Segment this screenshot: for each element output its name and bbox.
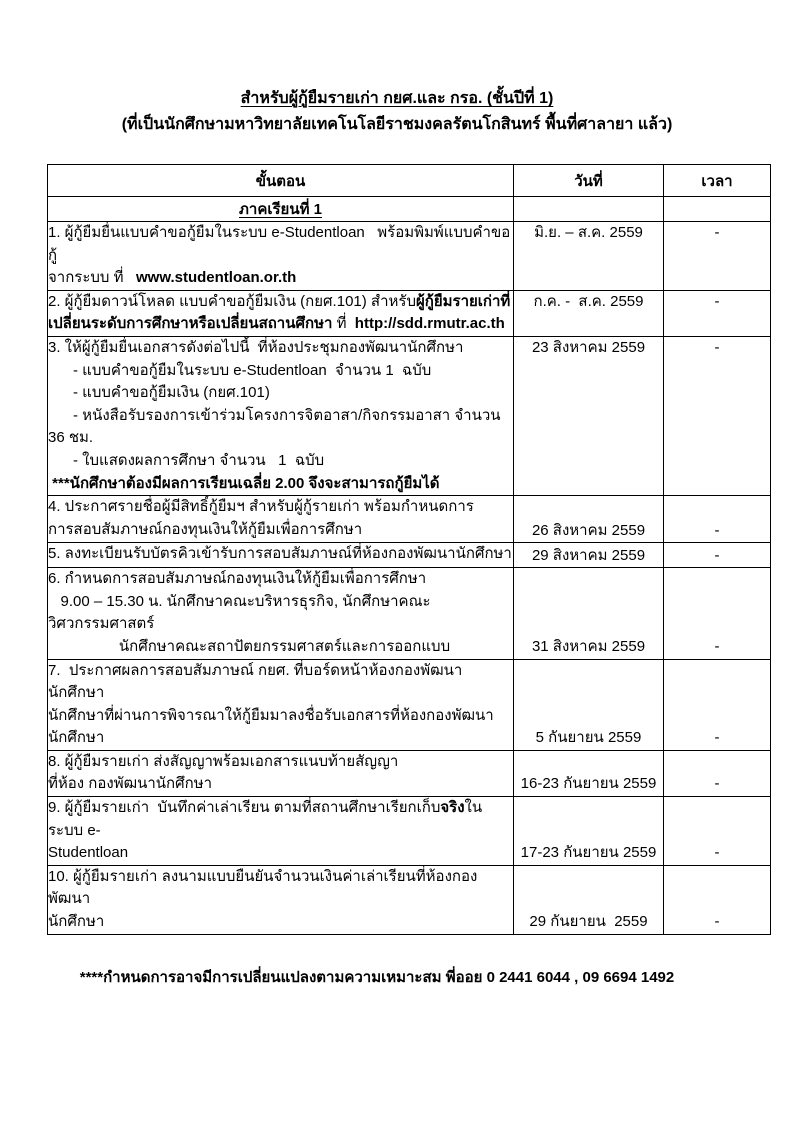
time-cell: -	[664, 797, 771, 866]
date-cell: มิ.ย. – ส.ค. 2559	[514, 222, 664, 291]
time-cell: -	[664, 543, 771, 568]
table-row	[48, 543, 771, 568]
step-line	[48, 382, 513, 405]
time-cell: -	[664, 659, 771, 750]
step-line	[48, 360, 513, 383]
step-line	[48, 705, 513, 750]
step-text: 9.00 – 15.30 น. นักศึกษาคณะบริหารธุรกิจ, นักศึกษาคณะวิศวกรรมศาสตร์	[48, 592, 431, 633]
step-line	[48, 911, 513, 934]
step-line	[48, 866, 513, 911]
title-line-1: สำหรับผู้กู้ยืมรายเก่า กยศ.และ กรอ. (ชั้นปีที่ 1)	[240, 90, 554, 107]
step-text: 1. ผู้กู้ยืมยื่นแบบคำขอกู้ยืมในระบบ e-Studentloan พร้อมพิมพ์แบบคำขอกู้	[48, 224, 511, 264]
step-cell	[48, 290, 514, 336]
step-text: 6. กำหนดการสอบสัมภาษณ์กองทุนเงินให้กู้ยืมเพื่อการศึกษา	[48, 570, 427, 588]
step-line	[48, 405, 513, 450]
table-row	[48, 568, 771, 659]
step-cell	[48, 543, 514, 568]
step-text: - แบบคำขอกู้ยืมในระบบ e-Studentloan จำนวน 1 ฉบับ	[48, 361, 432, 379]
step-text: นักศึกษา	[48, 913, 105, 931]
step-text: 3. ให้ผู้กู้ยืมยื่นเอกสารดังต่อไปนี้ ที่ห้องประชุมกองพัฒนานักศึกษา	[48, 338, 464, 356]
date-cell: 31 สิงหาคม 2559	[514, 568, 664, 659]
time-cell: -	[664, 865, 771, 934]
table-row	[48, 659, 771, 750]
step-text-bold: เปลี่ยนระดับการศึกษาหรือเปลี่ยนสถานศึกษา	[48, 315, 333, 333]
document-title	[0, 86, 794, 138]
time-cell: -	[664, 496, 771, 543]
step-text: นักศึกษาคณะสถาปัตยกรรมศาสตร์และการออกแบบ	[48, 637, 451, 655]
date-cell: 5 กันยายน 2559	[514, 659, 664, 750]
step-text: 9. ผู้กู้ยืมรายเก่า บันทึกค่าเล่าเรียน ตามที่สถานศึกษาเรียกเก็บ	[48, 799, 441, 817]
step-line	[48, 337, 513, 360]
title-line-2: (ที่เป็นนักศึกษามหาวิทยาลัยเทคโนโลยีราชมงคลรัตนโกสินทร์ พื้นที่ศาลายา แล้ว)	[121, 116, 673, 133]
step-cell	[48, 797, 514, 866]
column-header-date: วันที่	[514, 165, 664, 197]
footer-note: ****กำหนดการอาจมีการเปลี่ยนแปลงตามความเหมาะสม พี่ออย 0 2441 6044 , 09 6694 1492	[79, 968, 675, 986]
step-text: Studentloan	[48, 844, 129, 862]
step-text: 10. ผู้กู้ยืมรายเก่า ลงนามแบบยืนยันจำนวนเงินค่าเล่าเรียนที่ห้องกองพัฒนา	[48, 867, 478, 908]
step-line	[48, 496, 513, 519]
step-line	[48, 660, 513, 705]
step-text: 7. ประกาศผลการสอบสัมภาษณ์ กยศ. ที่บอร์ดหน้าห้องกองพัฒนานักศึกษา	[48, 661, 463, 702]
table-row	[48, 750, 771, 796]
step-text: - แบบคำขอกู้ยืมเงิน (กยศ.101)	[48, 384, 270, 402]
step-line	[48, 842, 513, 865]
step-text-bold: ***นักศึกษาต้องมีผลการเรียนเฉลี่ย 2.00 จึงจะสามารถกู้ยืมได้	[48, 474, 440, 492]
step-text: 8. ผู้กู้ยืมรายเก่า ส่งสัญญาพร้อมเอกสารแนบท้ายสัญญา	[48, 752, 399, 770]
step-line	[48, 519, 513, 542]
step-text-bold: http://sdd.rmutr.ac.th	[354, 315, 505, 333]
step-text: - หนังสือรับรองการเข้าร่วมโครงการจิตอาสา/กิจกรรมอาสา จำนวน 36 ชม.	[48, 406, 505, 447]
semester-section-label: ภาคเรียนที่ 1	[239, 201, 322, 218]
step-cell	[48, 336, 514, 495]
step-line	[48, 543, 513, 566]
step-line	[48, 751, 513, 774]
semester-section-row	[48, 197, 771, 222]
time-cell: -	[664, 222, 771, 291]
step-line	[48, 450, 513, 473]
date-cell: 16-23 กันยายน 2559	[514, 750, 664, 796]
step-text-bold: จริง	[440, 799, 465, 817]
step-cell	[48, 222, 514, 291]
semester-section-cell	[48, 197, 514, 222]
step-line	[48, 636, 513, 659]
table-row	[48, 222, 771, 291]
date-cell: 29 กันยายน 2559	[514, 865, 664, 934]
step-cell	[48, 750, 514, 796]
step-cell	[48, 496, 514, 543]
step-line	[48, 291, 513, 314]
table-row	[48, 797, 771, 866]
step-text-bold: ผู้กู้ยืมรายเก่าที่	[415, 292, 511, 310]
step-text: จากระบบ ที่	[48, 269, 137, 287]
step-line	[48, 568, 513, 591]
table-header-row	[48, 165, 771, 197]
step-line	[48, 473, 513, 496]
step-text: นักศึกษาที่ผ่านการพิจารณาให้กู้ยืมมาลงชื่อรับเอกสารที่ห้องกองพัฒนานักศึกษา	[48, 706, 494, 747]
step-line	[48, 591, 513, 636]
date-cell: 23 สิงหาคม 2559	[514, 336, 664, 495]
table-row	[48, 865, 771, 934]
step-line	[48, 222, 513, 267]
time-cell: -	[664, 750, 771, 796]
step-text-bold: www.studentloan.or.th	[136, 269, 297, 287]
step-text: 4. ประกาศรายชื่อผู้มีสิทธิ์กู้ยืมฯ สำหรับผู้กู้รายเก่า พร้อมกำหนดการ	[48, 498, 474, 516]
step-text: 2. ผู้กู้ยืมดาวน์โหลด แบบคำขอกู้ยืมเงิน (กยศ.101) สำหรับ	[48, 292, 416, 310]
step-cell	[48, 659, 514, 750]
table-row	[48, 290, 771, 336]
table-row	[48, 336, 771, 495]
step-cell	[48, 568, 514, 659]
table-row	[48, 496, 771, 543]
date-cell: ก.ค. - ส.ค. 2559	[514, 290, 664, 336]
step-cell	[48, 865, 514, 934]
step-line	[48, 773, 513, 796]
step-line	[48, 313, 513, 336]
empty-time-cell	[664, 197, 771, 222]
date-cell: 17-23 กันยายน 2559	[514, 797, 664, 866]
empty-date-cell	[514, 197, 664, 222]
step-text: การสอบสัมภาษณ์กองทุนเงินให้กู้ยืมเพื่อการศึกษา	[48, 520, 363, 538]
step-text: ที่	[332, 315, 355, 333]
column-header-time: เวลา	[664, 165, 771, 197]
step-line	[48, 797, 513, 842]
step-text: 5. ลงทะเบียนรับบัตรคิวเข้ารับการสอบสัมภาษณ์ที่ห้องกองพัฒนานักศึกษา	[48, 545, 512, 563]
time-cell: -	[664, 568, 771, 659]
step-text: - ใบแสดงผลการศึกษา จำนวน 1 ฉบับ	[48, 451, 325, 469]
date-cell: 29 สิงหาคม 2559	[514, 543, 664, 568]
time-cell: -	[664, 290, 771, 336]
step-text: ในระบบ e-	[48, 799, 483, 839]
time-cell: -	[664, 336, 771, 495]
column-header-steps: ขั้นตอน	[48, 165, 514, 197]
date-cell: 26 สิงหาคม 2559	[514, 496, 664, 543]
step-text: ที่ห้อง กองพัฒนานักศึกษา	[48, 775, 213, 793]
schedule-table	[47, 164, 771, 935]
step-line	[48, 267, 513, 290]
